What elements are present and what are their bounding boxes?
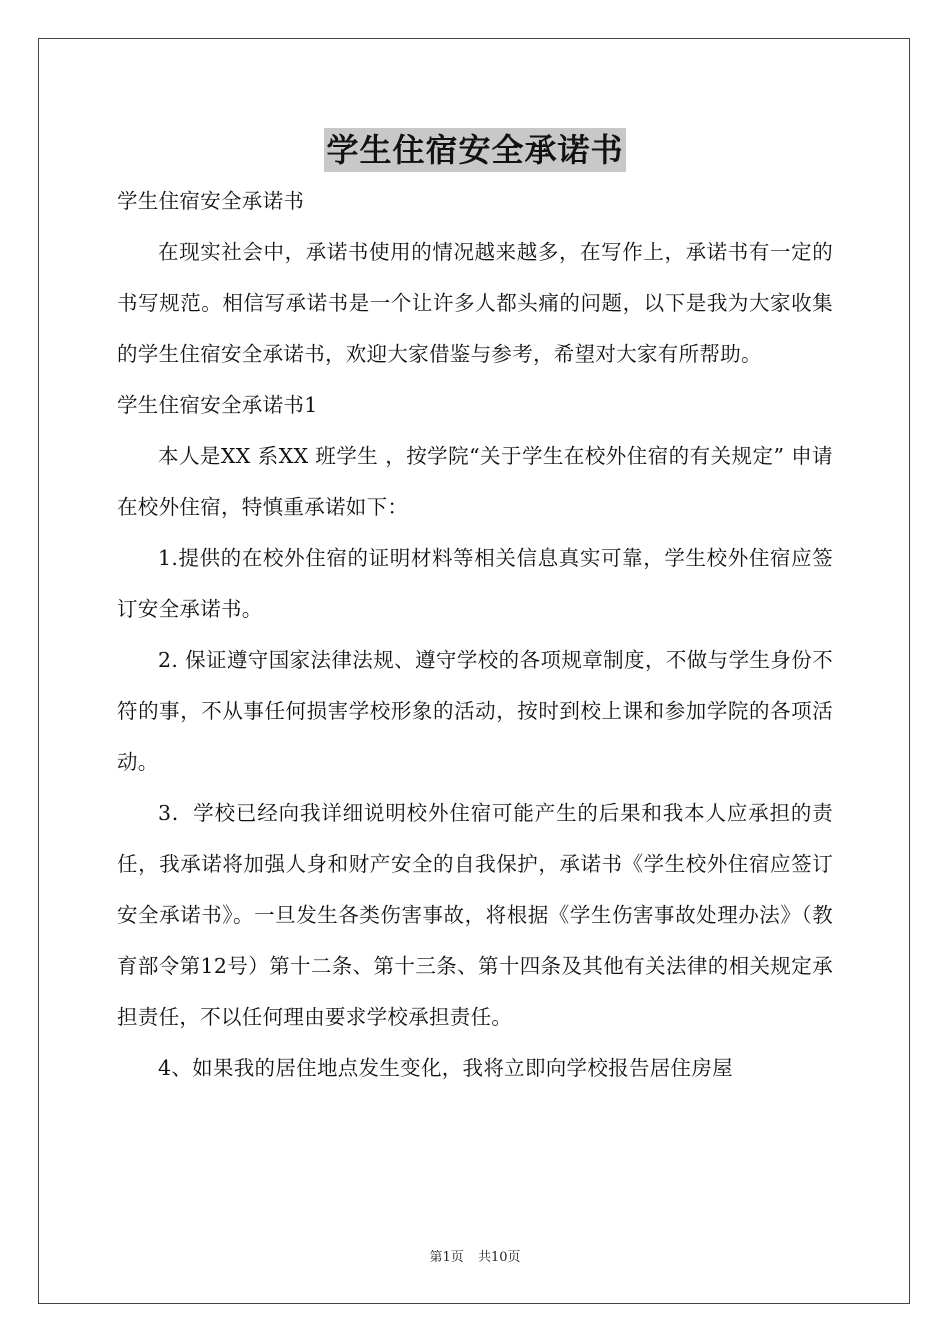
page-total: 共10页 (477, 1250, 521, 1265)
page-number: 第1页 (429, 1250, 464, 1265)
paragraph-item-4: 4、如果我的居住地点发生变化，我将立即向学校报告居住房屋 (158, 1056, 733, 1080)
paragraph-item-1: 1.提供的在校外住宿的证明材料等相关信息真实可靠，学生校外住宿应签订安全承诺书。 (117, 546, 833, 621)
paragraph-intro: 在现实社会中，承诺书使用的情况越来越多，在写作上，承诺书有一定的书写规范。相信写承诺书是一个让许多人都头痛的问题，以下是我为大家收集的学生住宿安全承诺书，欢迎大家借鉴与参考，希望对大家有所帮助。 (117, 240, 833, 366)
paragraph-statement: 本人是XX 系XX 班学生 ，按学院“关于学生在校外住宿的有关规定” 申请在校外住宿，特慎重承诺如下： (117, 444, 833, 519)
document-body (117, 176, 833, 1094)
page-footer (0, 1246, 950, 1265)
paragraph-section-heading: 学生住宿安全承诺书1 (117, 393, 318, 417)
title-container (0, 128, 950, 172)
paragraph-heading: 学生住宿安全承诺书 (117, 189, 305, 213)
paragraph-item-3: 3．学校已经向我详细说明校外住宿可能产生的后果和我本人应承担的责任，我承诺将加强人身和财产安全的自我保护，承诺书《学生校外住宿应签订安全承诺书》。一旦发生各类伤害事故，将根据《学生伤害事故处理办法》（教育部令第12号）第十二条、第十三条、第十四条及其他有关法律的相关规定承担责任，不以任何理由要求学校承担责任。 (117, 801, 833, 1029)
document-title: 学生住宿安全承诺书 (324, 128, 625, 172)
paragraph-item-2: 2. 保证遵守国家法律法规、遵守学校的各项规章制度，不做与学生身份不符的事，不从事任何损害学校形象的活动，按时到校上课和参加学院的各项活动。 (117, 648, 833, 774)
